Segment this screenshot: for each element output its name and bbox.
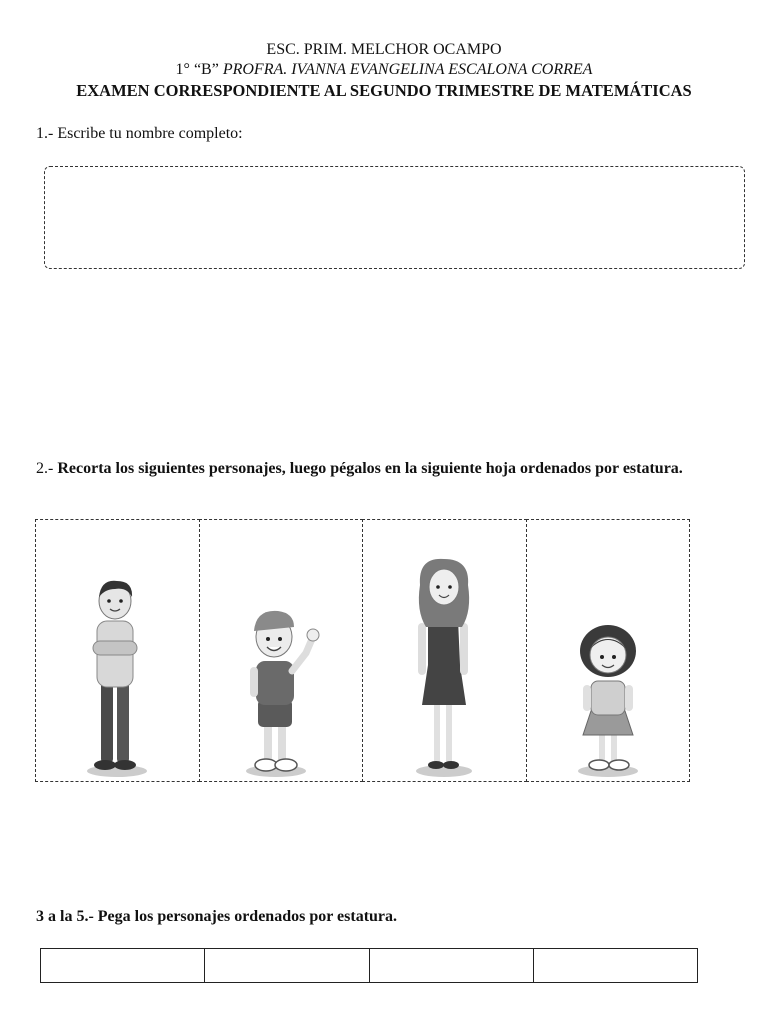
question-2-number: 2.-: [36, 460, 54, 477]
question-1-label: 1.- Escribe tu nombre completo:: [36, 125, 243, 142]
girl-figure-icon: [563, 611, 653, 781]
name-writing-box[interactable]: [44, 166, 745, 269]
paste-row-table: [40, 948, 698, 983]
cutout-card-boy[interactable]: [199, 519, 364, 782]
cutout-card-girl[interactable]: [526, 519, 691, 782]
woman-in-dress-figure-icon: [404, 555, 484, 781]
grade-teacher-line: [0, 60, 768, 80]
grade: 1° “B”: [175, 61, 219, 78]
header: [0, 40, 768, 101]
question-3-label: 3 a la 5.- Pega los personajes ordenados por estatura.: [36, 908, 398, 925]
question-2-label: [36, 458, 716, 480]
cutout-cards: [35, 519, 693, 782]
boy-with-cap-figure-icon: [236, 591, 326, 781]
question-2-text: Recorta los siguientes personajes, luego pégalos en la siguiente hoja ordenados por estatura.: [53, 460, 683, 477]
paste-cell-2[interactable]: [204, 949, 368, 982]
cutout-card-woman[interactable]: [362, 519, 527, 782]
exam-title: EXAMEN CORRESPONDIENTE AL SEGUNDO TRIMESTRE DE MATEMÁTICAS: [76, 81, 692, 100]
school-name: ESC. PRIM. MELCHOR OCAMPO: [266, 41, 502, 58]
paste-cell-4[interactable]: [533, 949, 697, 982]
teacher-name: PROFRA. IVANNA EVANGELINA ESCALONA CORREA: [222, 61, 593, 78]
paste-cell-1[interactable]: [41, 949, 204, 982]
young-man-figure-icon: [77, 571, 157, 781]
cutout-card-young-man[interactable]: [35, 519, 200, 782]
paste-cell-3[interactable]: [369, 949, 533, 982]
